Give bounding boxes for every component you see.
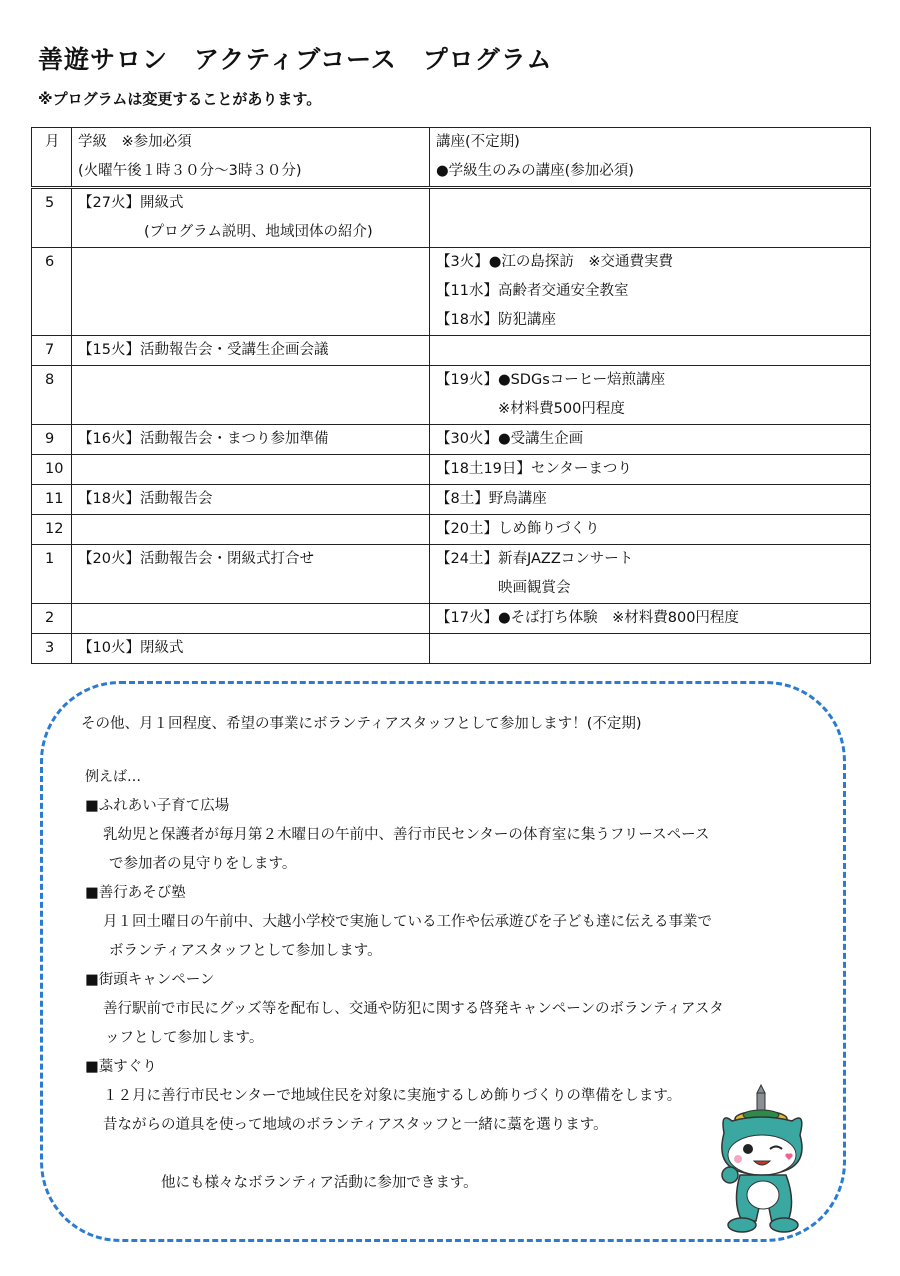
course-cell-line: 【19火】●SDGsコーヒー焙煎講座 (436, 372, 666, 388)
course-cell (430, 485, 871, 515)
month-cell: 5 (32, 188, 72, 248)
course-cell (430, 425, 871, 455)
table-row (32, 485, 871, 515)
class-cell (72, 634, 430, 664)
volunteer-item-line: で参加者の見守りをします。 (109, 856, 297, 872)
course-cell-line: 【24土】新春JAZZコンサート (436, 551, 634, 567)
course-cell (430, 604, 871, 634)
month-cell: 11 (32, 485, 72, 515)
class-cell-line: 【16火】活動報告会・まつり参加準備 (78, 431, 329, 447)
table-row (32, 425, 871, 455)
course-cell-line: 【18水】防犯講座 (436, 312, 556, 328)
mascot-character (712, 1083, 812, 1235)
course-cell (430, 248, 871, 336)
month-cell: 2 (32, 604, 72, 634)
volunteer-item-heading: ■街頭キャンペーン (85, 972, 215, 988)
class-cell-line: 【20火】活動報告会・閉級式打合せ (78, 551, 314, 567)
course-cell-line: 【3火】●江の島探訪 ※交通費実費 (436, 254, 674, 270)
course-cell-line: 【18土19日】センターまつり (436, 461, 632, 477)
course-cell (430, 188, 871, 248)
volunteer-item-line: ボランティアスタッフとして参加します。 (109, 943, 382, 959)
empty-line (78, 604, 423, 633)
month-cell: 6 (32, 248, 72, 336)
empty-line (78, 366, 423, 395)
page-title: 善遊サロン アクティブコース プログラム (38, 45, 553, 74)
course-cell-line: 【17火】●そば打ち体験 ※材料費800円程度 (436, 610, 739, 626)
month-cell: 10 (32, 455, 72, 485)
class-cell (72, 366, 430, 425)
empty-line (78, 395, 423, 424)
class-cell (72, 188, 430, 248)
course-cell-line: 【11水】高齢者交通安全教室 (436, 283, 629, 299)
empty-line (78, 574, 423, 603)
course-cell-line: 【8土】野鳥講座 (436, 491, 547, 507)
header-course (430, 128, 871, 188)
volunteer-item-line: 善行駅前で市民にグッズ等を配布し、交通や防犯に関する啓発キャンペーンのボランティアスタ (103, 1001, 724, 1017)
table-row (32, 604, 871, 634)
class-cell (72, 485, 430, 515)
course-cell-line: 【30火】●受講生企画 (436, 431, 584, 447)
class-cell (72, 515, 430, 545)
course-cell-line: ※材料費500円程度 (498, 401, 625, 417)
header-class-line: 学級 ※参加必須 (78, 134, 192, 150)
empty-line (436, 218, 864, 247)
class-cell (72, 604, 430, 634)
class-cell-line: 【18火】活動報告会 (78, 491, 213, 507)
course-cell-line: 映画観賞会 (498, 580, 571, 596)
empty-line (78, 306, 423, 335)
course-cell (430, 336, 871, 366)
empty-line (78, 248, 423, 277)
volunteer-item-heading: ■藁すぐり (85, 1059, 157, 1075)
example-label: 例えば… (85, 769, 141, 785)
class-cell (72, 455, 430, 485)
table-row (32, 515, 871, 545)
class-cell (72, 248, 430, 336)
empty-line (78, 515, 423, 544)
volunteer-item-heading: ■ふれあい子育て広場 (85, 798, 230, 814)
table-row (32, 188, 871, 248)
month-cell: 7 (32, 336, 72, 366)
page-subtitle: ※プログラムは変更することがあります。 (38, 90, 322, 108)
course-cell (430, 366, 871, 425)
class-cell-line: 【15火】活動報告会・受講生企画会議 (78, 342, 329, 358)
table-row (32, 545, 871, 604)
course-cell-line: 【20土】しめ飾りづくり (436, 521, 600, 537)
table-row (32, 336, 871, 366)
volunteer-item-line: 乳幼児と保護者が毎月第２木曜日の午前中、善行市民センターの体育室に集うフリースペース (103, 827, 710, 843)
table-row (32, 366, 871, 425)
course-cell (430, 545, 871, 604)
empty-line (436, 634, 864, 663)
course-cell (430, 515, 871, 545)
table-row (32, 634, 871, 664)
volunteer-item-heading: ■善行あそび塾 (85, 885, 186, 901)
month-cell: 9 (32, 425, 72, 455)
course-cell (430, 455, 871, 485)
program-table (31, 127, 871, 664)
volunteer-intro: その他、月１回程度、希望の事業にボランティアスタッフとして参加します！(不定期) (81, 716, 642, 732)
volunteer-item-line: １２月に善行市民センターで地域住民を対象に実施するしめ飾りづくりの準備をします。 (103, 1088, 682, 1104)
month-cell: 1 (32, 545, 72, 604)
table-row (32, 455, 871, 485)
month-cell: 8 (32, 366, 72, 425)
header-class (72, 128, 430, 188)
volunteer-item-line: 昔ながらの道具を使って地域のボランティアスタッフと一緒に藁を選ります。 (103, 1117, 608, 1133)
header-month: 月 (32, 128, 72, 188)
header-class-line: (火曜午後１時３０分～3時３０分) (78, 163, 302, 179)
empty-line (436, 336, 864, 365)
empty-line (436, 189, 864, 218)
empty-line (78, 455, 423, 484)
volunteer-item-line: ッフとして参加します。 (105, 1030, 264, 1046)
mascot-hand (722, 1167, 738, 1183)
table-row (32, 248, 871, 336)
header-course-line: ●学級生のみの講座(参加必須) (436, 163, 634, 179)
table-header-row (32, 128, 871, 188)
class-cell (72, 545, 430, 604)
volunteer-item-line: 月１回土曜日の午前中、大越小学校で実施している工作や伝承遊びを子ども達に伝える事業で (103, 914, 712, 930)
empty-line (78, 277, 423, 306)
class-cell-line: 【27火】開級式 (78, 195, 184, 211)
class-cell (72, 425, 430, 455)
header-course-line: 講座(不定期) (436, 134, 520, 150)
class-cell-line: 【10火】閉級式 (78, 640, 184, 656)
month-cell: 12 (32, 515, 72, 545)
class-cell (72, 336, 430, 366)
course-cell (430, 634, 871, 664)
month-cell: 3 (32, 634, 72, 664)
class-cell-line: (プログラム説明、地域団体の紹介) (144, 224, 373, 240)
volunteer-closing: 他にも様々なボランティア活動に参加できます。 (161, 1175, 478, 1191)
